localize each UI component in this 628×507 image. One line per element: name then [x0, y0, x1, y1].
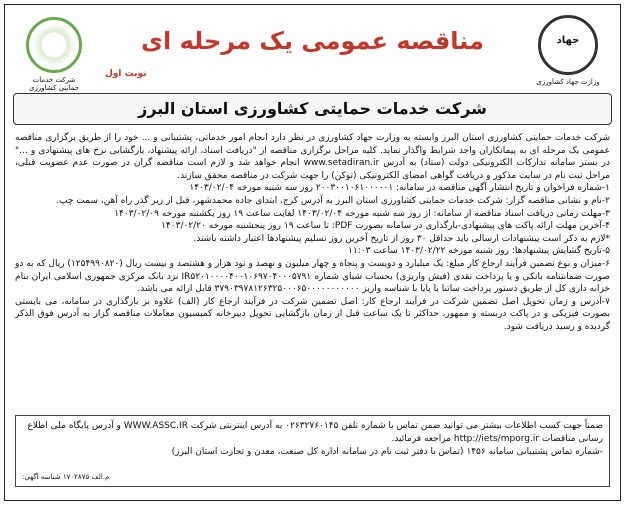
clause-note: *لازم به ذکر است پیشنهادات ارسالی باید حداقل ۳۰ روز از تاریخ آخرین روز تسلیم پیشنهادها اعتبار داشته باشند.: [193, 233, 610, 244]
support-phone: -شماره تماس پشتیبانی سامانه ۱۴۵۶ (تماس با دفتر ثبت نام در سامانه اداره کل صنعت، معدن و تجارت استان البرز): [171, 447, 603, 457]
ministry-logo: [528, 15, 608, 86]
notice-header: [5, 5, 620, 91]
intro-paragraph: شرکت خدمات حمایتی کشاورزی استان البرز وابسته به وزارت جهاد کشاورزی در نظر دارد انجام امور خدماتی، پشتیبانی و ... خود را از طریق برگزاری مناقصه عمومی یک مرحله ای به پیمانکاران واجد شرایط واگذار نماید. کلیه مراحل برگزاری مناقصه از "دریافت اسناد، ارائه پیشنهاد، بازگشایی نرخ های پیشنهادی و ..." در بستر سامانه تدارکات الکترونیکی دولت (ستاد) به آدرس www.setadiran.ir انجام خواهد شد و لازم است مناقصه گران در صورت عدم عضویت قبلی، مراحل ثبت نام در سایت مذکور و دریافت گواهی امضای الکترونیکی (توکن) را جهت شرکت در مناقصه محقق سازند.: [15, 133, 610, 181]
ministry-emblem-icon: [538, 15, 598, 75]
notice-body: [15, 132, 610, 334]
company-name-banner: شرکت خدمات حمایتی کشاورزی استان البرز: [13, 93, 612, 125]
contact-box: [15, 415, 610, 487]
clause-1: ۱-شماره فراخوان و تاریخ انتشار آگهی مناقصه در سامانه: ۲۰۰۳۰۰۱۰۶۱۰۰۰۰۰۱ روز سه شنبه مورخه ۱۴۰۳/۰۲/۰۴: [189, 183, 610, 194]
clause-7: ۷-آدرس و زمان تحویل اصل تضمین شرکت در فرآیند ارجاع کار: اصل تضمین شرکت در فرآیند ارجاع کار (الف) علاوه بر بارگذاری در سامانه، می بایستی بصورت فیزیکی و در پاکت دربسته و ممهور، حداکثر تا یک ساعت قبل از زمان بازگشایی تحویل دبیرخانه کمیسیون معاملات مناقصه گزار به آدرس فوق الذکر گردیده و رسید دریافت شود.: [15, 296, 610, 332]
clause-3: ۳-مهلت زمانی دریافت اسناد مناقصه از سامانه: از روز سه شنبه مورخه ۱۴۰۳/۰۲/۰۴ لغایت ساعت ۱۹ روز یکشنبه مورخه ۱۴۰۳/۰۲/۰۹: [114, 208, 610, 219]
clause-2: ۲-نام و نشانی مناقصه گزار: شرکت خدمات حمایتی کشاورزی استان البرز به آدرس کرج، ابتدای جاده محمدشهر، قبل از زیر گذر راه آهن، سمت چپ.: [56, 195, 610, 206]
company-logo-caption: شرکت خدمات حمایتی کشاورزی: [29, 76, 79, 92]
clause-5: ۵-تاریخ گشایش پیشنهادها: روز شنبه مورخه ۱۴۰۳/۰۲/۲۲ ساعت ۱۱:۰۳: [348, 246, 610, 257]
round-label: نوبت اول: [105, 69, 147, 79]
page-title: مناقصه عمومی یک مرحله ای: [141, 27, 484, 55]
clause-6: ۶-میزان و نوع تضمین فرآیند ارجاع کار مبلغ: یک میلیارد و دویست و پنجاه و چهار میلیون و نهصد و نود هزار و هشتصد و بیست ریال (۱۲۵۴۹۹۰۸۲۰) ریال که به دو صورت ضمانتنامه بانکی و یا پرداخت نقدی (فیش واریزی) بحساب شبای شماره IR۵۲۰۱۰۰۰۰۴۰۰۱۰۶۹۷۰۴۰۰۰۵۷۹۱ نزد بانک مرکزی جمهوری اسلامی ایران بنام خزانه داری کل از طریق دستور پرداخت ساتنا یا پایا با شناسه واریز ۳۷۹۰۳۹۷۸۱۲۶۳۲۵۰۰۰۶۵۰۰۰۰۰۰۰۰۰۰۰ قابل ارائه می باشد.: [15, 258, 611, 295]
ministry-emblem-text: جهاد: [556, 35, 580, 46]
company-logo: [23, 17, 85, 92]
tender-notice: [4, 4, 621, 501]
clause-4: ۴-آخرین مهلت ارائه پاکت های پیشنهادی-بارگذاری در سامانه بصورت PDF: تا ساعت ۱۹ روز پنجشنبه مورخه ۱۴۰۳/۰۲/۲۰: [161, 221, 610, 232]
ministry-logo-caption: وزارت جهاد کشاورزی: [536, 78, 600, 86]
contact-info: ضمناً جهت کسب اطلاعات بیشتر می توانید ضمن تماس با شماره تلفن ۰۲۶۳۲۷۶۰۱۴۵ به آدرس اینترنتی شرکت WWW.ASSC.IR و آدرس پایگاه ملی اطلاع رسانی مناقصات http://iets/mporg.ir مراجعه فرمائید.: [27, 421, 603, 444]
company-emblem-icon: [26, 17, 82, 73]
ad-identifier: م.الف ۱۷۰۲۸۷۵ شناسه آگهی:: [22, 473, 110, 481]
